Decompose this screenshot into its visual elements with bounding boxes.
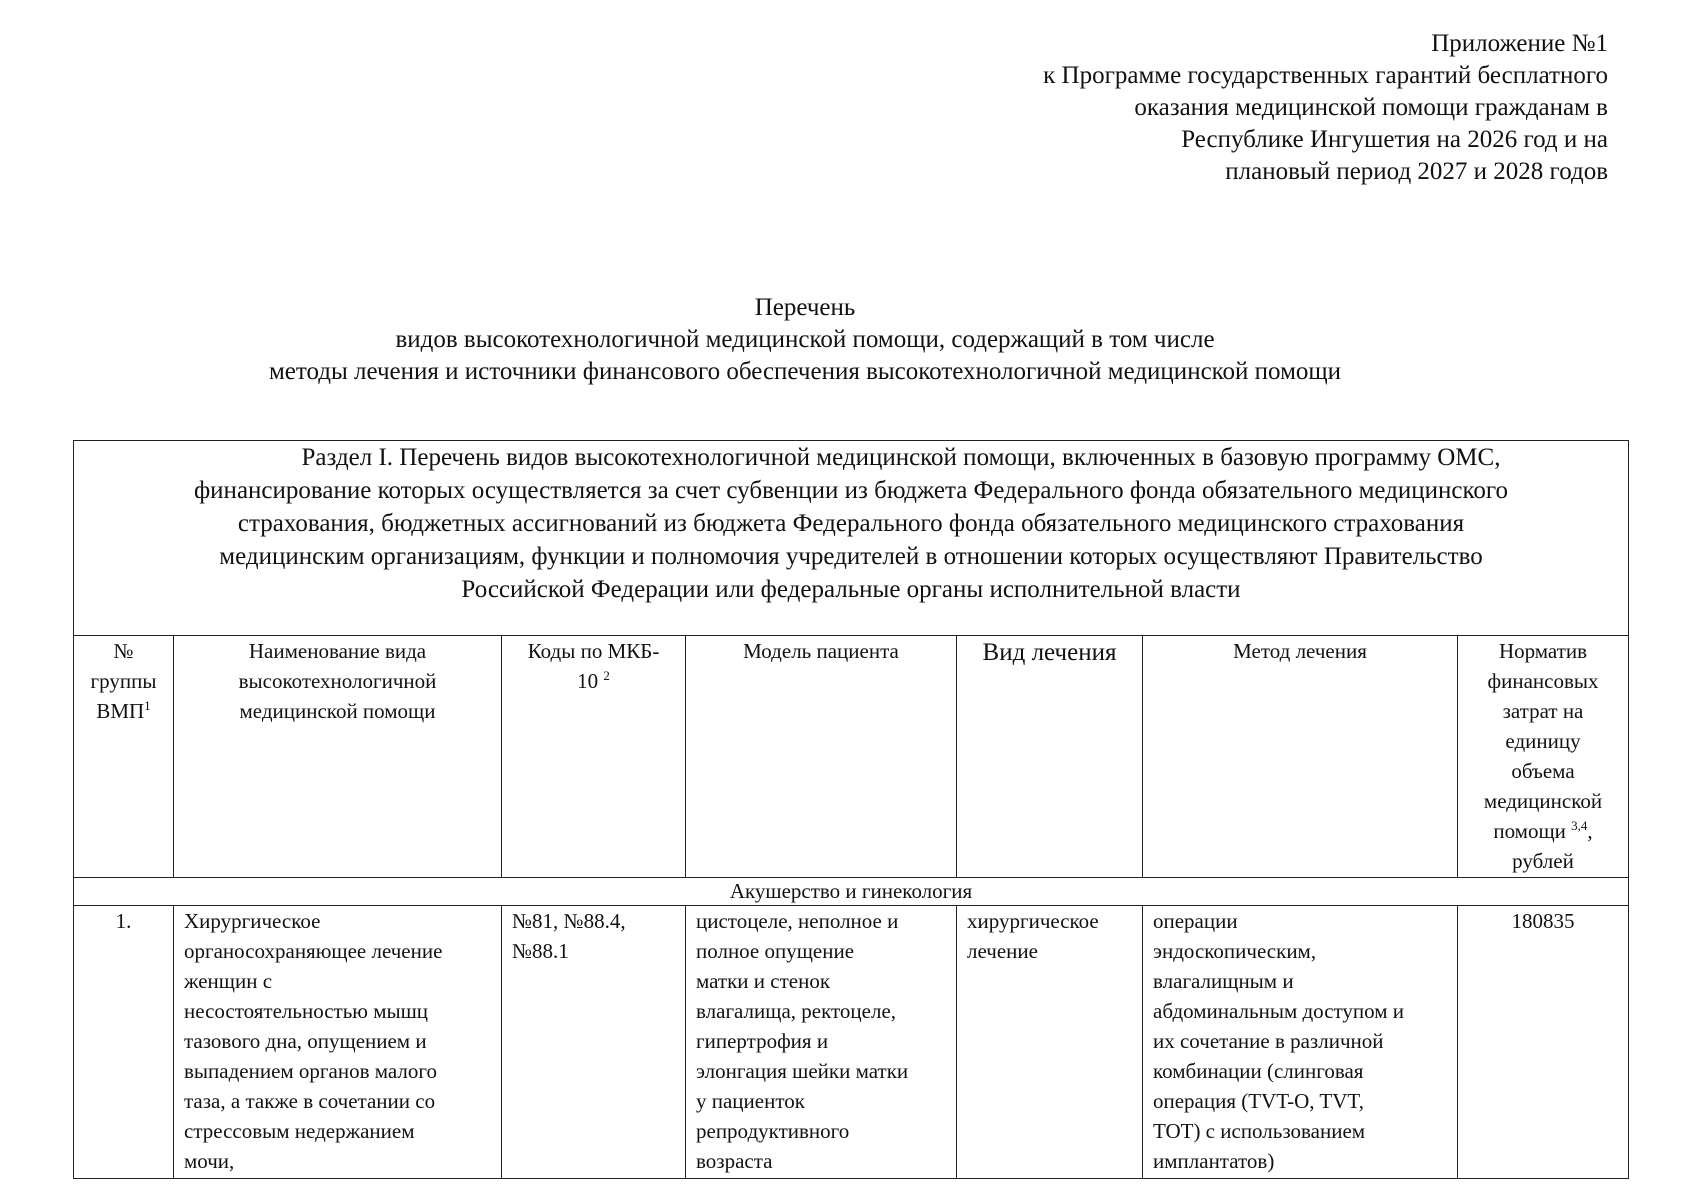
appendix-line: оказания медицинской помощи гражданам в <box>1134 94 1608 121</box>
section-line: Российской Федерации или федеральные органы исполнительной власти <box>461 576 1241 603</box>
title-line: Перечень <box>754 294 856 321</box>
header-norm: Норматив финансовых затрат на единицу объема медицинской помощи $^{3,4}$, рублей <box>1458 636 1629 878</box>
section-line: медицинским организациям, функции и полномочия учредителей в отношении которых осуществляют Правительство <box>219 543 1483 570</box>
appendix-line: Республике Ингушетия на 2026 год и на <box>1181 126 1608 153</box>
appendix-line: плановый период 2027 и 2028 годов <box>1225 158 1608 185</box>
title-line: методы лечения и источники финансового обеспечения высокотехнологичной медицинской помощи <box>268 358 1342 385</box>
header-group-no: № группы ВМП$^1$ <box>74 636 174 878</box>
section-line: Раздел I. Перечень видов высокотехнологичной медицинской помощи, включенных в базовую программу ОМС, <box>301 444 1501 471</box>
cell-treatment-type: хирургическое лечение <box>957 906 1143 1179</box>
appendix-block <box>1043 28 1608 188</box>
section-title <box>74 441 1629 636</box>
appendix-line: Приложение №1 <box>1431 30 1608 57</box>
cell-norm: 180835 <box>1458 906 1629 1179</box>
cell-icd: №81, №88.4, №88.1 <box>502 906 686 1179</box>
title-line: видов высокотехнологичной медицинской помощи, содержащий в том числе <box>395 326 1215 353</box>
vmp-table <box>73 440 1629 1179</box>
header-method: Метод лечения <box>1143 636 1458 878</box>
cell-group-no: 1. <box>74 906 174 1179</box>
section-line: финансирование которых осуществляется за счет субвенции из бюджета Федерального фонда обязательного медицинского <box>193 477 1508 504</box>
cell-name: Хирургическое органосохраняющее лечение женщин с несостоятельностью мышц тазового дна, опущением и выпадением органов малого таза, а также в сочетании со стрессовым недержанием мочи, <box>174 906 502 1179</box>
table-header-row <box>74 636 1629 878</box>
cell-model: цистоцеле, неполное и полное опущение матки и стенок влагалища, ректоцеле, гипертрофия и элонгация шейки матки у пациенток репродуктивного возраста <box>686 906 957 1179</box>
header-icd: Коды по МКБ- 10 $^2$ <box>502 636 686 878</box>
header-name: Наименование вида высокотехнологичной медицинской помощи <box>174 636 502 878</box>
document-title <box>0 292 1610 388</box>
appendix-line: к Программе государственных гарантий бесплатного <box>1043 62 1608 89</box>
header-treatment-type: Вид лечения <box>957 636 1143 878</box>
section-line: страхования, бюджетных ассигнований из бюджета Федерального фонда обязательного медицинского страхования <box>237 510 1465 537</box>
header-model: Модель пациента <box>686 636 957 878</box>
table-row <box>74 906 1629 1179</box>
cell-method: операции эндоскопическим, влагалищным и абдоминальным доступом и их сочетание в различной комбинации (слинговая операция (TVT-O, TVT, TOT) с использованием имплантатов) <box>1143 906 1458 1179</box>
group-label: Акушерство и гинекология <box>74 878 1629 906</box>
